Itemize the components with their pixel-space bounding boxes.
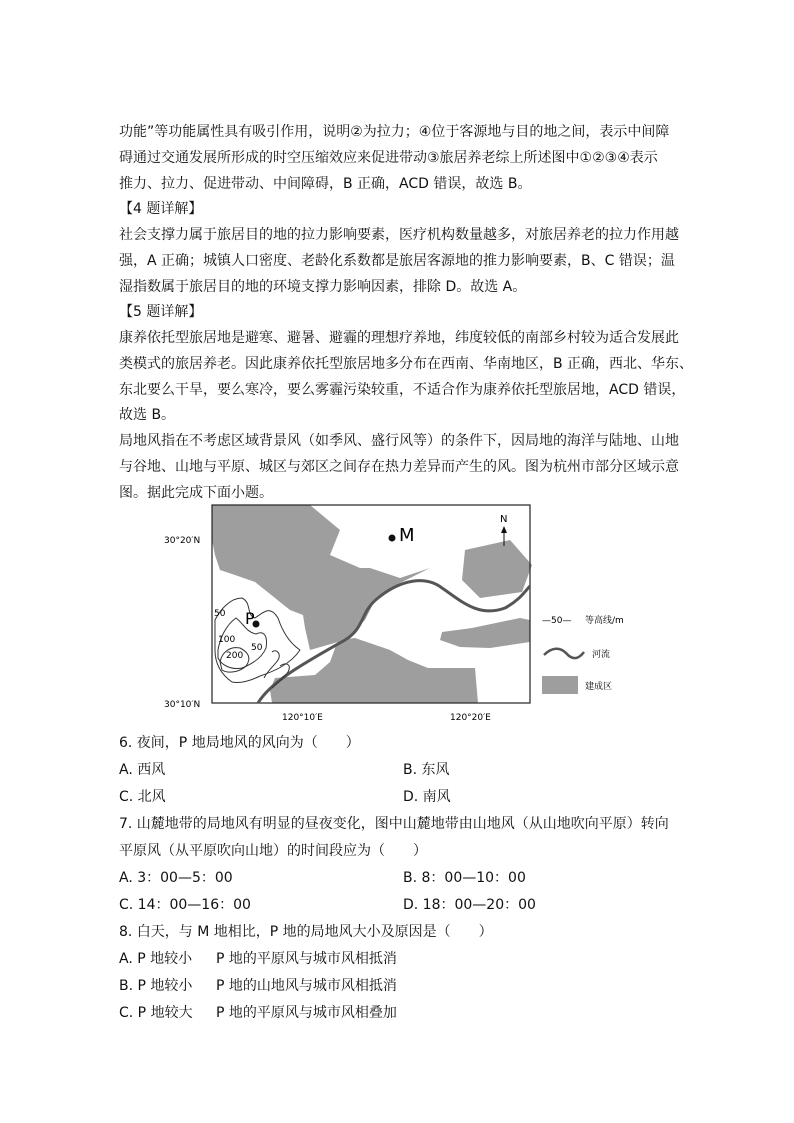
point-m-label: M <box>399 525 415 546</box>
q7-stem-line1: 7. 山麓地带的局地风有明显的昼夜变化，图中山麓地带由山地风（从山地吹向平原）转向 <box>119 816 669 832</box>
q7-option-c[interactable]: C. 14：00—16：00 <box>119 897 251 913</box>
section-heading-q5: 【5 题详解】 <box>119 304 203 320</box>
north-label: N <box>500 514 508 525</box>
paragraph-line-12: 故选 B。 <box>119 407 176 423</box>
q7-option-b[interactable]: B. 8：00—10：00 <box>403 870 526 886</box>
paragraph-line-6: 强，A 正确；城镇人口密度、老龄化系数都是旅居客源地的推力影响要素，B、C 错误；温 <box>119 253 675 269</box>
lat-bottom-label: 30°10′N <box>164 700 201 710</box>
q6-option-c[interactable]: C. 北风 <box>119 789 166 805</box>
q8-option-b-label[interactable]: B. P 地较小 <box>119 978 193 994</box>
contour-label-100: 100 <box>218 635 236 645</box>
q8-option-c-reason[interactable]: P 地的平原风与城市风相叠加 <box>216 1005 397 1021</box>
q8-stem: 8. 白天，与 M 地相比，P 地的局地风大小及原因是（ ） <box>119 924 493 940</box>
built-area-east <box>462 540 532 598</box>
hangzhou-map-figure <box>160 500 660 722</box>
q6-stem: 6. 夜间，P 地局地风的风向为（ ） <box>119 735 360 751</box>
section-heading-q4: 【4 题详解】 <box>119 201 203 217</box>
lon-left-label: 120°10′E <box>282 713 323 722</box>
legend-contour-label: 等高线/m <box>585 616 624 626</box>
paragraph-line-13: 局地风指在不考虑区域背景风（如季风、盛行风等）的条件下，因局地的海洋与陆地、山地 <box>119 433 679 449</box>
legend-built-icon <box>542 676 578 694</box>
legend-built-label: 建成区 <box>585 682 613 692</box>
legend-contour-symbol: —50— <box>542 616 572 626</box>
point-p-label: P <box>245 609 255 628</box>
paragraph-line-2: 碍通过交通发展所形成的时空压缩效应来促进带动③旅居养老综上所述图中①②③④表示 <box>119 150 658 166</box>
paragraph-line-10: 类模式的旅居养老。因此康养依托型旅居地多分布在西南、华南地区，B 正确，西北、华东、 <box>119 356 694 372</box>
q7-option-d[interactable]: D. 18：00—20：00 <box>403 897 536 913</box>
paragraph-line-15: 图。据此完成下面小题。 <box>119 485 273 501</box>
paragraph-line-7: 湿指数属于旅居目的地的环境支撑力影响因素，排除 D。故选 A。 <box>119 279 527 295</box>
q6-option-b[interactable]: B. 东风 <box>403 762 450 778</box>
point-m-marker <box>389 535 396 542</box>
q8-option-c-label[interactable]: C. P 地较大 <box>119 1005 193 1021</box>
built-area-south <box>270 638 478 703</box>
legend-river-icon <box>544 649 584 658</box>
paragraph-line-14: 与谷地、山地与平原、城区与郊区之间存在热力差异而产生的风。图为杭州市部分区域示意 <box>119 459 679 475</box>
contour-label-50: 50 <box>214 609 226 619</box>
contour-label-50b: 50 <box>251 643 263 653</box>
q7-option-a[interactable]: A. 3：00—5：00 <box>119 870 233 886</box>
built-area-north <box>212 505 430 650</box>
paragraph-line-5: 社会支撑力属于旅居目的地的拉力影响要素，医疗机构数量越多，对旅居养老的拉力作用越 <box>119 227 679 243</box>
paragraph-line-9: 康养依托型旅居地是避寒、避暑、避霾的理想疗养地，纬度较低的南部乡村较为适合发展此 <box>119 330 679 346</box>
q8-option-b-reason[interactable]: P 地的山地风与城市风相抵消 <box>216 978 397 994</box>
q8-option-a-reason[interactable]: P 地的平原风与城市风相抵消 <box>216 951 397 967</box>
q7-stem-line2: 平原风（从平原吹向山地）的时间段应为（ ） <box>119 843 427 859</box>
lat-top-label: 30°20′N <box>164 536 201 546</box>
q8-option-a-label[interactable]: A. P 地较小 <box>119 951 193 967</box>
lon-right-label: 120°20′E <box>450 713 491 722</box>
q6-option-a[interactable]: A. 西风 <box>119 762 166 778</box>
paragraph-line-1: 功能”等功能属性具有吸引作用，说明②为拉力；④位于客源地与目的地之间，表示中间障 <box>119 124 670 140</box>
north-arrowhead-icon <box>501 526 507 533</box>
contour-label-200: 200 <box>226 651 244 661</box>
paragraph-line-3: 推力、拉力、促进带动、中间障碍，B 正确，ACD 错误，故选 B。 <box>119 176 532 192</box>
q6-option-d[interactable]: D. 南风 <box>403 789 451 805</box>
built-area-southeast <box>440 618 530 648</box>
legend-river-label: 河流 <box>592 650 611 660</box>
paragraph-line-11: 东北要么干旱，要么寒冷，要么雾霾污染较重，不适合作为康养依托型旅居地，ACD 错误， <box>119 382 686 398</box>
